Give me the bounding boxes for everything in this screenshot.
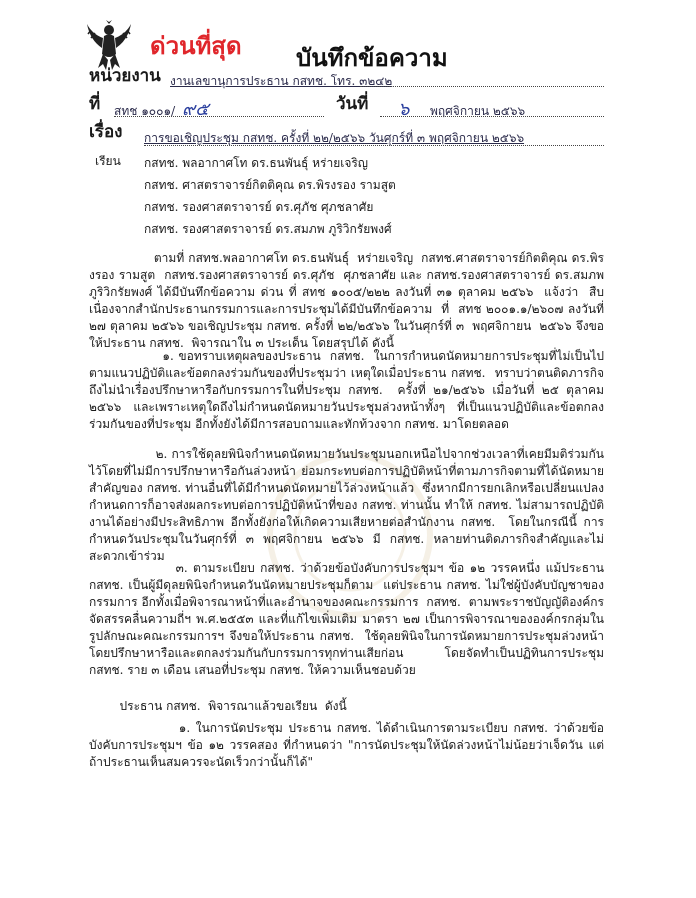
recipient-item: กสทช. รองศาสตราจารย์ ดร.สมภพ ภูริวิกรัยพงศ์ xyxy=(144,222,392,236)
agency-label: หน่วยงาน xyxy=(89,66,161,86)
point-2-paragraph: ๒. การใช้ดุลยพินิจกำหนดนัดหมายวันประชุมนอกเหนือไปจากช่วงเวลาที่เคยมีมติร่วมกันไว้โดยที่ไม่มีการปรึกษาหารือกันล่วงหน้า ย่อมกระทบต่อการปฏิบัติหน้าที่ตามภารกิจตามที่ได้นัดหมายสำคัญของ กสทช. ท่านอื่นที่ได้มีกำหนดนัดหมายไว้ล่วงหน้าแล้ว ซึ่งหากมีการยกเลิกหรือเปลี่ยนแปลงกำหนดการก็อาจส่งผลกระทบต่อการปฏิบัติหน้าที่ของ กสทช. ท่านนั้น ทำให้ กสทช. ไม่สามารถปฏิบัติงานได้อย่างมีประสิทธิภาพ อีกทั้งยังก่อให้เกิดความเสียหายต่อสำนักงาน กสทช. โดยในกรณีนี้ การกำหนดวันประชุมในวันศุกร์ที่ ๓ พฤศจิกายน ๒๕๖๖ มี กสทช. หลายท่านติดภารกิจสำคัญและไม่สะดวกเข้าร่วม xyxy=(89,447,604,563)
subject-label: เรื่อง xyxy=(89,122,123,142)
date-value: พฤศจิกายน ๒๕๖๖ xyxy=(430,104,526,118)
subject-value: การขอเชิญประชุม กสทช. ครั้งที่ ๒๒/๒๕๖๖ วันศุกร์ที่ ๓ พฤศจิกายน ๒๕๖๖ xyxy=(144,131,525,145)
recipient-item: กสทช. พลอากาศโท ดร.ธนพันธุ์ หร่ายเจริญ xyxy=(144,156,369,170)
date-dotted-line xyxy=(380,116,604,117)
date-label: วันที่ xyxy=(336,94,369,114)
agency-dotted-line xyxy=(360,86,604,87)
chair-intro-paragraph: ประธาน กสทช. พิจารณาแล้วขอเรียน ดังนี้ xyxy=(89,699,347,713)
urgent-label: ด่วนที่สุด xyxy=(150,31,242,60)
ref-dotted-line xyxy=(114,116,324,117)
to-label: เรียน xyxy=(95,154,121,168)
date-handwritten-day: ๖ xyxy=(398,99,410,120)
memo-title: บันทึกข้อความ xyxy=(296,43,448,72)
recipient-item: กสทช. รองศาสตราจารย์ ดร.ศุภัช ศุภชลาศัย xyxy=(144,200,374,214)
ref-label: ที่ xyxy=(89,94,101,114)
intro-paragraph: ตามที่ กสทช.พลอากาศโท ดร.ธนพันธุ์ หร่ายเจริญ กสทช.ศาสตราจารย์กิตติคุณ ดร.พิรงรอง รามสูต กสทช.รองศาสตราจารย์ ดร.ศุภัช ศุภชลาศัย และ กสทช.รองศาสตราจารย์ ดร.สมภพ ภูริวิกรัยพงศ์ ได้มีบันทึกข้อความ ด่วน ที่ สทช ๑๐๐๕/๒๒๒ ลงวันที่ ๓๑ ตุลาคม ๒๕๖๖ แจ้งว่า สืบเนื่องจากสำนักประธานกรรมการและการประชุมได้มีบันทึกข้อความ ที่ สทช ๒๐๐๑.๑/๒๖๐๗ ลงวันที่ ๒๗ ตุลาคม ๒๕๖๖ ขอเชิญประชุม กสทช. ครั้งที่ ๒๒/๒๕๖๖ ในวันศุกร์ที่ ๓ พฤศจิกายน ๒๕๖๖ จึงขอให้ประธาน กสทช. พิจารณาใน ๓ ประเด็น โดยสรุปได้ ดังนี้ xyxy=(89,251,612,350)
chair-point-1-paragraph: ๑. ในการนัดประชุม ประธาน กสทช. ได้ดำเนินการตามระเบียบ กสทช. ว่าด้วยข้อบังคับการประชุมฯ ข้อ ๑๒ วรรคสอง ที่กำหนดว่า "การนัดประชุมให้นัดล่วงหน้าไม่น้อยว่าเจ็ดวัน แต่ถ้าประธานเห็นสมควรจะนัดเร็วกว่านั้นก็ได้" xyxy=(89,721,604,769)
recipient-list xyxy=(144,152,396,240)
point-1-paragraph: ๑. ขอทราบเหตุผลของประธาน กสทช. ในการกำหนดนัดหมายการประชุมที่ไม่เป็นไปตามแนวปฏิบัติและข้อตกลงร่วมกันของที่ประชุมว่า เหตุใดเมื่อประธาน กสทช. ทราบว่าตนติดภารกิจถึงไม่นำเรื่องปรึกษาหารือกับกรรมการในที่ประชุม กสทช. ครั้งที่ ๒๑/๒๕๖๖ เมื่อวันที่ ๒๕ ตุลาคม ๒๕๖๖ และเพราะเหตุใดถึงไม่กำหนดนัดหมายวันประชุมล่วงหน้าทั้งๆ ที่เป็นแนวปฏิบัติและข้อตกลงร่วมกันของที่ประชุม อีกทั้งยังได้มีการสอบถามและทักท้วงจาก กสทช. มาโดยตลอด xyxy=(89,349,608,431)
ref-value: สทช ๑๐๐๑/ xyxy=(114,104,176,118)
garuda-emblem-icon xyxy=(86,20,132,72)
point-3-paragraph: ๓. ตามระเบียบ กสทช. ว่าด้วยข้อบังคับการประชุมฯ ข้อ ๑๒ วรรคหนึ่ง แม้ประธาน กสทช. เป็นผู้มีดุลยพินิจกำหนดวันนัดหมายประชุมก็ตาม แต่ประธาน กสทช. ไม่ใช่ผู้บังคับบัญชาของกรรมการ อีกทั้งเมื่อพิจารณาหน้าที่และอำนาจของคณะกรรมการ กสทช. ตามพระราชบัญญัติองค์กรจัดสรรคลื่นความถี่ฯ พ.ศ.๒๕๕๓ และที่แก้ไขเพิ่มเติม มาตรา ๒๗ เป็นการพิจารณาขององค์กรกลุ่มในรูปลักษณะคณะกรรมการฯ จึงขอให้ประธาน กสทช. ใช้ดุลยพินิจในการนัดหมายการประชุมล่วงหน้าโดยปรึกษาหารือและตกลงร่วมกันกับกรรมการทุกท่านเสียก่อน โดยจัดทำเป็นปฏิทินการประชุม กสทช. ราย ๓ เดือน เสนอที่ประชุม กสทช. ให้ความเห็นชอบด้วย xyxy=(89,561,608,677)
subject-dotted-line xyxy=(144,145,604,146)
agency-value: งานเลขานุการประธาน กสทช. โทร. ๓๒๔๒ xyxy=(170,74,393,88)
recipient-item: กสทช. ศาสตราจารย์กิตติคุณ ดร.พิรงรอง รามสูต xyxy=(144,178,396,192)
ref-handwritten-number: ๙๕ xyxy=(182,99,209,120)
